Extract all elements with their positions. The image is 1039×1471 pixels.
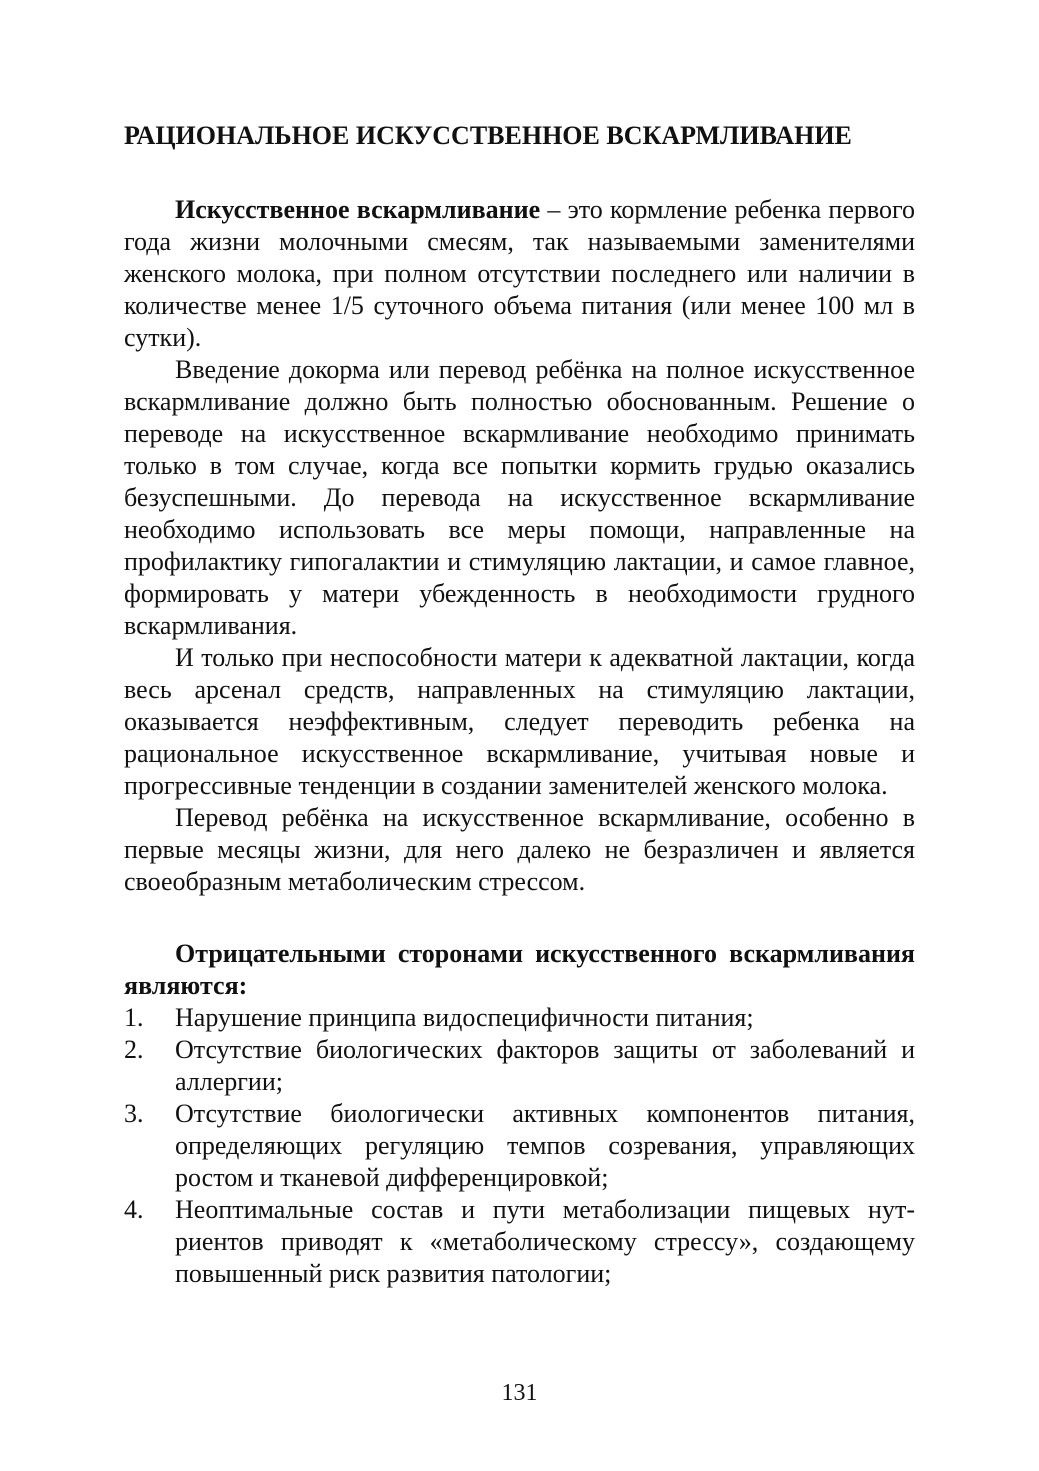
list-item-number: 3. [124,1099,144,1128]
list-item-text: Отсутствие биологически активных компонентов питания, определяющих регуляцию темпов созревания, управляющих ростом и тканевой дифференцировкой; [175,1099,915,1192]
page-content [124,120,915,1290]
paragraph-introduction: Введение докорма или перевод ребёнка на полное искусственное вскармливание должно быть полностью обоснованным. Решение о переводе на искусственное вскармливание необходимо принимать только в том случае, когда все попытки кормить грудью оказались безуспешными. До перевода на искусственное вскармливание необходимо использовать все меры помощи, направленные на профилактику гипогалактии и стимуляцию лактации, и самое главное, формировать у матери убежденность в необходимости грудного вскармливания. [124,355,915,640]
page-number: 131 [501,1380,538,1406]
definition-term: Искусственное вскармливание [175,195,541,224]
page-title: РАЦИОНАЛЬНОЕ ИСКУССТВЕННОЕ ВСКАРМЛИВАНИЕ [124,121,852,150]
list-item [124,1194,915,1290]
negatives-list [124,1002,915,1290]
list-item [124,1002,915,1034]
definition-text: – это кормление ребенка первого года жизни молочными смесям, так называемыми заменителями женского молока, при полном отсутствии последнего или наличии в количестве менее 1/5 суточного объема питания (или менее 100 мл в сутки). [124,195,915,352]
list-item-number: 1. [124,1003,144,1032]
paragraph-definition [124,194,915,354]
list-item-text: Неоптимальные состав и пути метаболизации пищевых нутриентов приводят к «метаболическому стрессу», создающему повышенный риск развития патологии; [175,1195,915,1288]
paragraph-inability: И только при неспособности матери к адекватной лактации, когда весь арсенал средств, направленных на стимуляцию лактации, оказывается неэффективным, следует переводить ребенка на рациональное искусственное вскармливание, учитывая новые и прогрессивные тенденции в создании заменителей женского молока. [124,643,915,800]
list-item-text: Отсутствие биологических факторов защиты от заболеваний и аллергии; [175,1035,915,1096]
negatives-heading: Отрицательными сторонами искусственного вскармливания являются: [124,939,915,1000]
list-item-text: Нарушение принципа видоспецифичности питания; [175,1003,754,1032]
list-item [124,1098,915,1194]
paragraph-stress: Перевод ребёнка на искусственное вскармливание, особенно в первые месяцы жизни, для него далеко не безразличен и является своеобразным метаболическим стрессом. [124,803,915,896]
list-item [124,1034,915,1098]
list-item-number: 2. [124,1035,144,1064]
list-item-number: 4. [124,1195,144,1224]
